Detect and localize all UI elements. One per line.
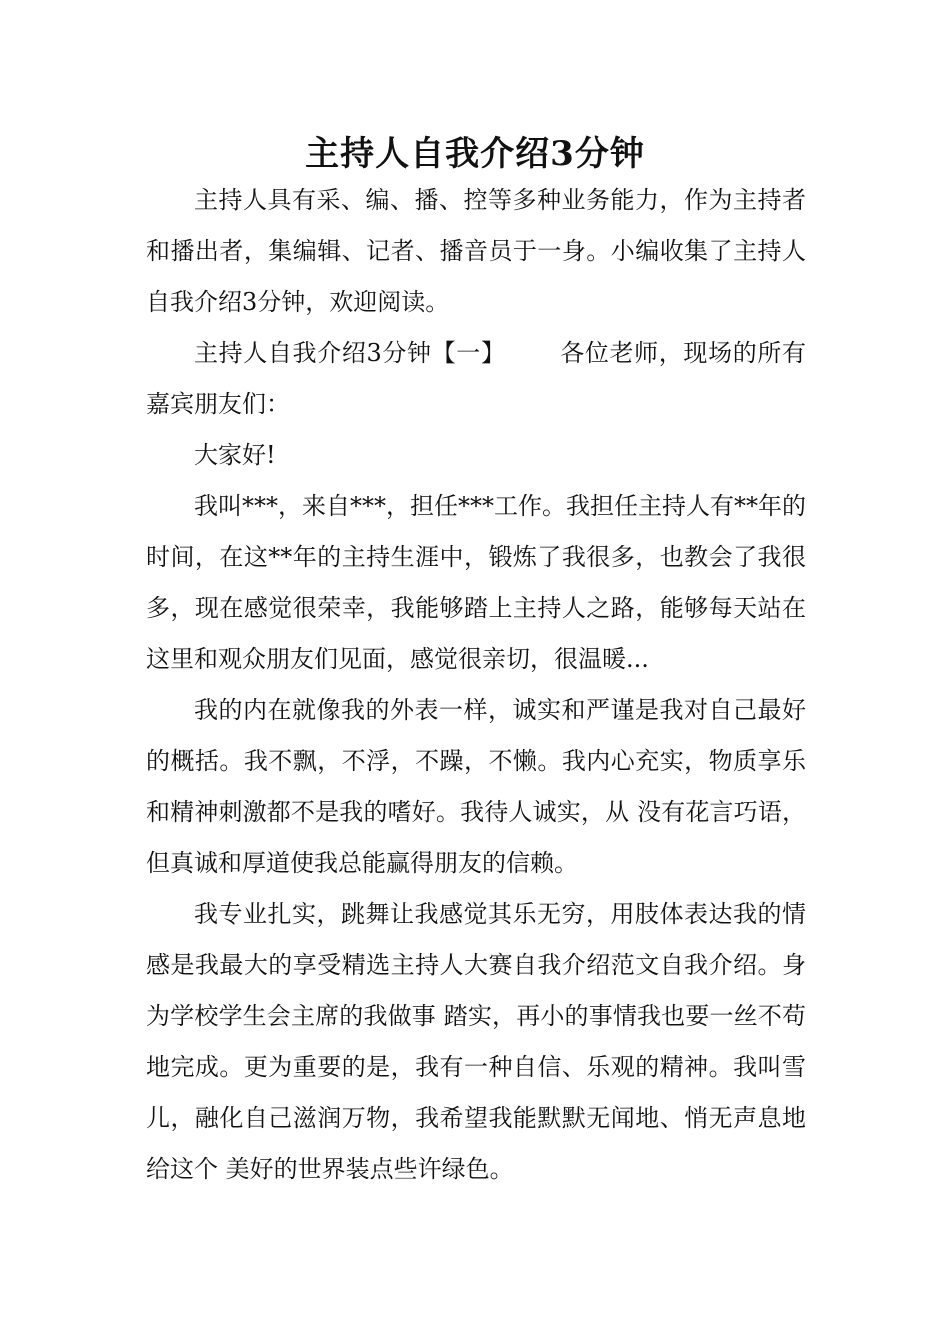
paragraph-character: 我的内在就像我的外表一样，诚实和严谨是我对自己最好的概括。我不飘，不浮，不躁，不懒。我内心充实，物质享乐和精神刺激都不是我的嗜好。我待人诚实，从 没有花言巧语，但真诚和厚道使我总能赢得朋友的信赖。 (146, 696, 806, 877)
salutation: 各位老师，现场的所有嘉宾朋友们： (146, 339, 806, 418)
paragraph-skills: 我专业扎实，跳舞让我感觉其乐无穷，用肢体表达我的情感是我最大的享受精选主持人大赛自我介绍范文自我介绍。身为学校学生会主席的我做事 踏实，再小的事情我也要一丝不苟地完成。更为重要的是，我有一种自信、乐观的精神。我叫雪儿，融化自己滋润万物，我希望我能默默无闻地、悄无声息地给这个 美好的世界装点些许绿色。 (146, 900, 806, 1183)
paragraph-self-intro: 我叫***，来自***，担任***工作。我担任主持人有**年的时间，在这**年的主持生涯中，锻炼了我很多，也教会了我很多，现在感觉很荣幸，我能够踏上主持人之路，能够每天站在这里和观众朋友们见面，感觉很亲切，很温暖... (146, 492, 806, 673)
document-title: 主持人自我介绍3分钟 (305, 134, 645, 174)
paragraph-section-start (146, 328, 806, 430)
section-heading: 主持人自我介绍3分钟【一】 (194, 339, 506, 367)
paragraph-intro: 主持人具有采、编、播、控等多种业务能力，作为主持者和播出者，集编辑、记者、播音员于一身。小编收集了主持人自我介绍3分钟，欢迎阅读。 (146, 186, 806, 316)
document-body (146, 175, 806, 1195)
paragraph-greeting: 大家好! (194, 441, 276, 469)
